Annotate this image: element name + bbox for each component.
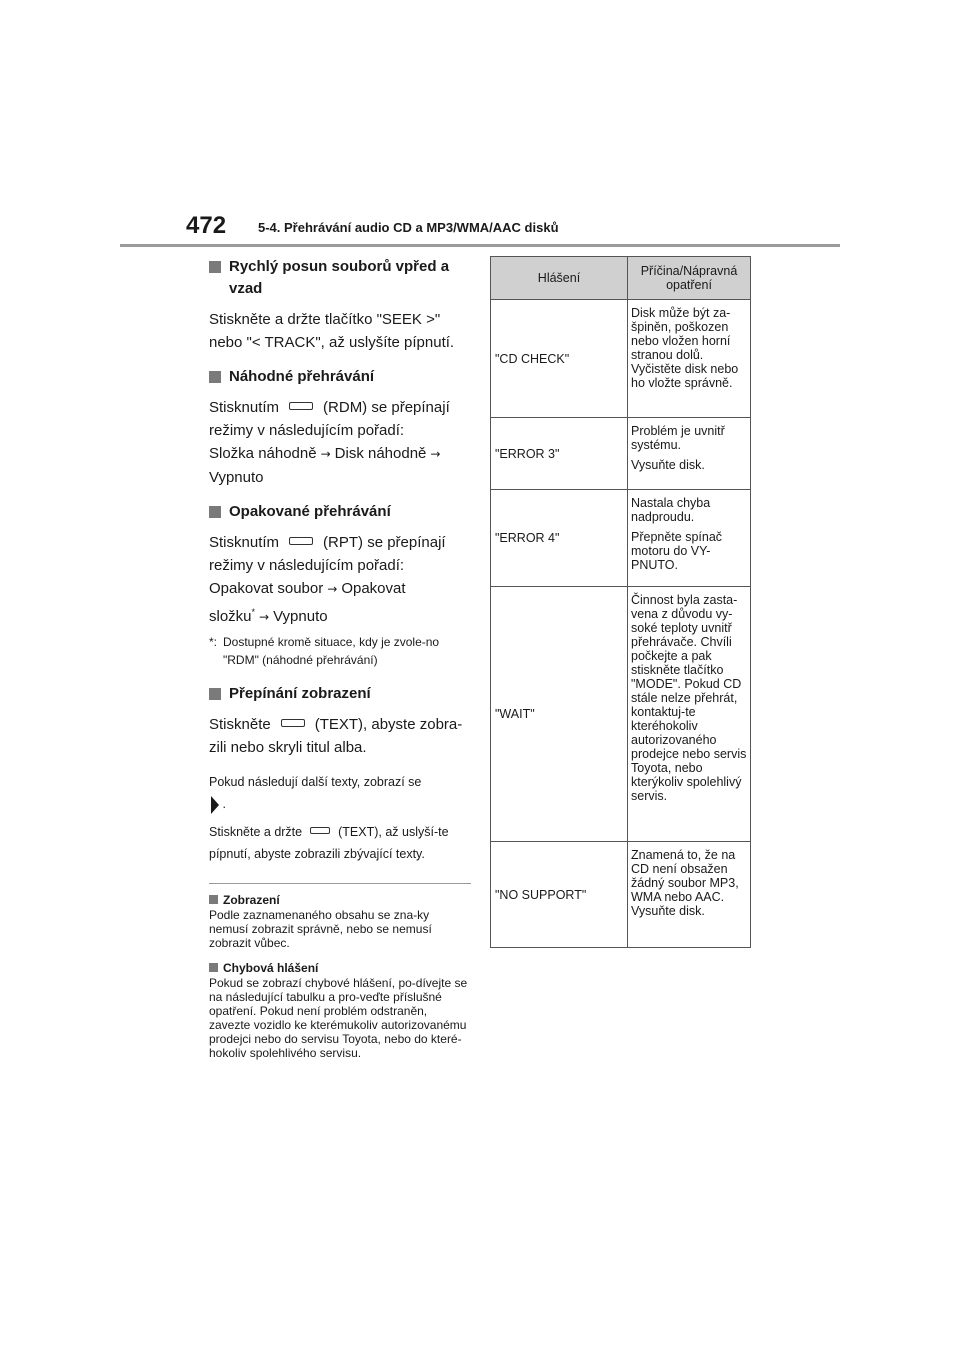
note-display-title xyxy=(209,892,471,908)
note-error-title xyxy=(209,960,471,976)
remedy-cell xyxy=(628,842,751,948)
arrow-icon: → xyxy=(320,447,331,461)
sequence-item: Vypnuto xyxy=(209,469,264,486)
note-display-body: Podle zaznamenaného obsahu se zna-ky nemusí zobrazit správně, nebo se nemusí zobrazit vůbec. xyxy=(209,908,432,950)
column-header: Hlášení xyxy=(491,257,628,300)
bullet-square-icon xyxy=(209,895,218,904)
remedy-cell xyxy=(628,490,751,587)
note-text: Stiskněte a držte xyxy=(209,825,303,839)
button-glyph-icon xyxy=(289,537,313,545)
left-column xyxy=(209,256,471,1070)
bullet-square-icon xyxy=(209,688,221,700)
message-cell: "CD CHECK" xyxy=(491,300,628,418)
chevron-right-icon xyxy=(211,796,219,814)
bullet-square-icon xyxy=(209,261,221,273)
section-display xyxy=(209,683,471,705)
table-row xyxy=(491,418,751,490)
display-note xyxy=(209,771,471,815)
remedy-text: Vysuňte disk. xyxy=(631,458,705,472)
header-rule xyxy=(120,244,840,247)
sequence-item: Opakovat složku xyxy=(209,580,406,625)
sequence-item: Disk náhodně xyxy=(334,445,427,462)
section-body: Stiskněte a držte tlačítko "SEEK >" nebo "< TRACK", až uslyšíte pípnutí. xyxy=(209,311,455,351)
divider xyxy=(209,883,471,884)
remedy-text: Přepněte spínač motoru do VY-PNUTO. xyxy=(631,530,723,572)
remedy-cell xyxy=(628,300,751,418)
remedy-text: Problém je uvnitř systému. xyxy=(631,424,725,452)
page-number: 472 xyxy=(186,212,227,239)
footnote-marker: * xyxy=(251,607,256,617)
body-text: (TEXT), abyste zobra-zili nebo skryli titul alba. xyxy=(209,716,463,756)
body-text: Stisknutím xyxy=(209,534,280,551)
footnote xyxy=(209,633,471,669)
footnote-mark: *: xyxy=(209,635,218,649)
note-title: Chybová hlášení xyxy=(223,961,319,975)
remedy-cell xyxy=(628,587,751,842)
body-text: Stiskněte xyxy=(209,716,271,733)
remedy-text: Činnost byla zasta-vena z důvodu vy-soké teploty uvnitř přehrávače. Chvíli počkejte a pak stiskněte tlačítko "MODE". Pokud CD stále nelze přehrát, kontaktuj-te kteréhokoliv autorizovaného prodejce nebo servis Toyota, nebo kterýkoliv spolehlivý servis. xyxy=(631,593,747,803)
table-header-row xyxy=(491,257,751,300)
button-glyph-icon xyxy=(310,827,330,834)
table-row xyxy=(491,842,751,948)
button-glyph-icon xyxy=(281,719,305,727)
error-message-table xyxy=(490,256,751,948)
section-title: Rychlý posun souborů vpřed a vzad xyxy=(229,258,450,297)
column-header: Příčina/Nápravná opatření xyxy=(628,257,751,300)
section-body xyxy=(209,531,471,629)
remedy-text: Znamená to, že na CD není obsažen žádný soubor MP3, WMA nebo AAC. Vysuňte disk. xyxy=(631,848,739,918)
section-random xyxy=(209,366,471,388)
note-text: Pokud následují další texty, zobrazí se xyxy=(209,775,422,789)
section-body xyxy=(209,713,471,759)
footnote-text: Dostupné kromě situace, kdy je zvole-no "RDM" (náhodné přehrávání) xyxy=(223,635,440,667)
section-title: Náhodné přehrávání xyxy=(229,368,375,385)
remedy-text: Nastala chyba nadproudu. xyxy=(631,496,711,524)
table-row xyxy=(491,587,751,842)
body-text: Stisknutím xyxy=(209,399,280,416)
remedy-cell xyxy=(628,418,751,490)
note-title: Zobrazení xyxy=(223,893,280,907)
section-body xyxy=(209,396,471,489)
button-glyph-icon xyxy=(289,402,313,410)
arrow-icon: → xyxy=(327,582,338,596)
sequence-item: Složka náhodně xyxy=(209,445,317,462)
body-text: (RPT) se přepínají režimy v následujícím pořadí: xyxy=(209,534,446,574)
body-text: (RDM) se přepínají režimy v následujícím pořadí: xyxy=(209,399,450,439)
table-row xyxy=(491,490,751,587)
bullet-square-icon xyxy=(209,371,221,383)
note-error-body: Pokud se zobrazí chybové hlášení, po-dívejte se na následující tabulku a pro-veďte příslušné opatření. Pokud není problém odstraněn, zavezte vozidlo ke kterémukoliv autorizovanému prodejci nebo do servisu Toyota, nebo do které-hokoliv spolehlivého servisu. xyxy=(209,976,468,1060)
table-row xyxy=(491,300,751,418)
section-fast-seek xyxy=(209,256,471,300)
note-text: (TEXT), až uslyší-te pípnutí, abyste zobrazili zbývající texty. xyxy=(209,825,449,861)
arrow-icon: → xyxy=(259,610,270,624)
remedy-text: Disk může být za-špiněn, poškozen nebo vložen horní stranou dolů. Vyčistěte disk nebo ho vložte správně. xyxy=(631,306,739,390)
bullet-square-icon xyxy=(209,963,218,972)
section-repeat xyxy=(209,501,471,523)
note-text: . xyxy=(222,797,226,811)
chapter-title: 5-4. Přehrávání audio CD a MP3/WMA/AAC disků xyxy=(258,220,559,235)
message-cell: "ERROR 4" xyxy=(491,490,628,587)
arrow-icon: → xyxy=(430,447,441,461)
section-title: Přepínání zobrazení xyxy=(229,685,371,702)
sequence-item: Vypnuto xyxy=(273,608,328,625)
message-cell: "ERROR 3" xyxy=(491,418,628,490)
message-cell: "NO SUPPORT" xyxy=(491,842,628,948)
sequence-item: Opakovat soubor xyxy=(209,580,324,597)
bullet-square-icon xyxy=(209,506,221,518)
message-cell: "WAIT" xyxy=(491,587,628,842)
display-note xyxy=(209,821,471,865)
section-title: Opakované přehrávání xyxy=(229,503,391,520)
